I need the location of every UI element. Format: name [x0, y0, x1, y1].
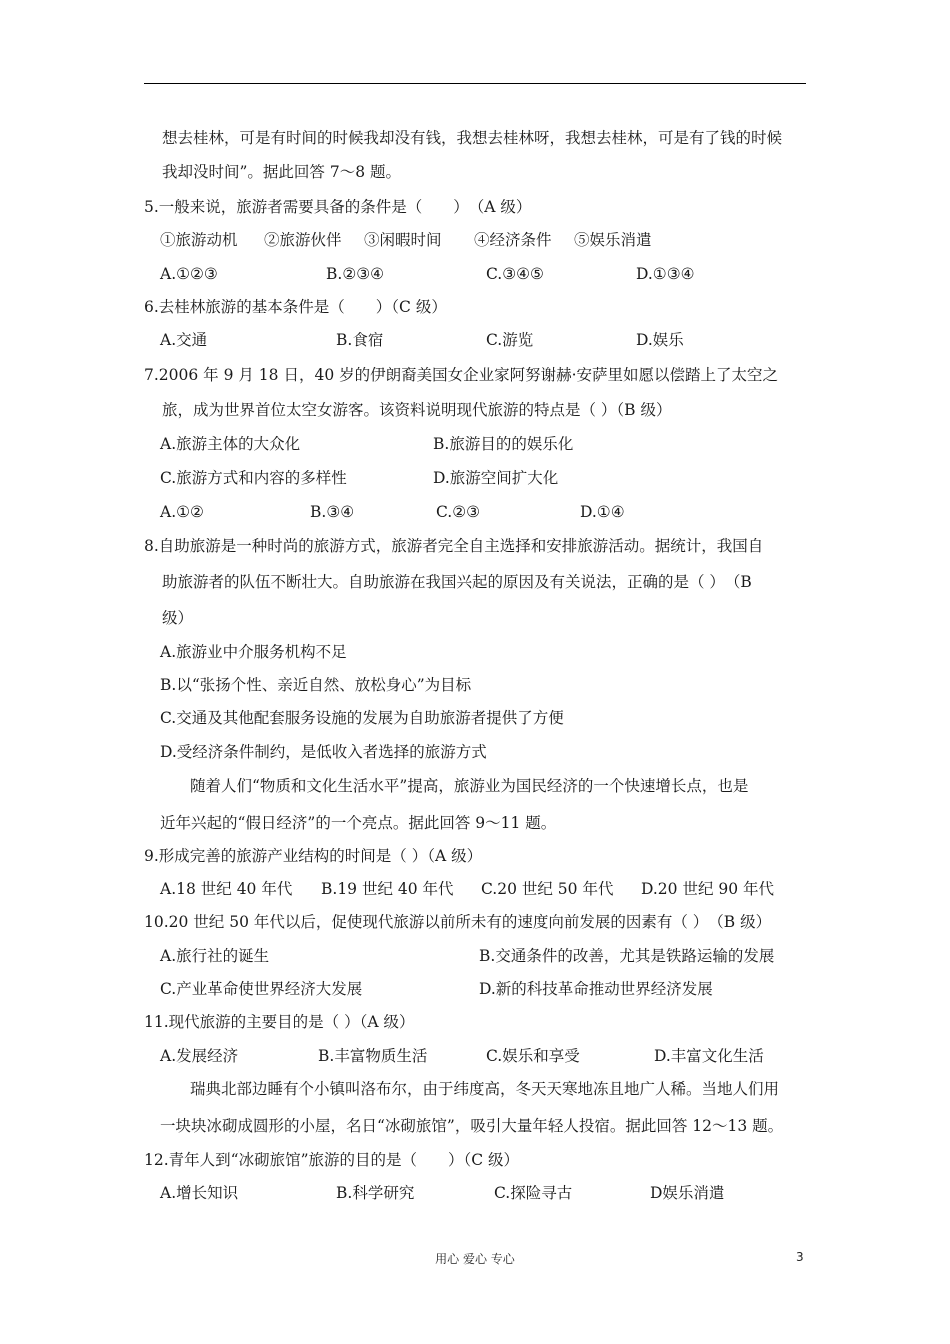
- option: B.交通条件的改善，尤其是铁路运输的发展: [479, 947, 775, 965]
- question-11-options: [160, 1046, 800, 1066]
- question-10-options: [160, 946, 820, 966]
- question-9-stem: 9.形成完善的旅游产业结构的时间是（ ）（A 级）: [144, 847, 483, 865]
- question-7-stem: 7.2006 年 9 月 18 日，40 岁的伊朗裔美国女企业家阿努谢赫·安萨里如愿以偿踏上了太空之: [144, 366, 779, 384]
- option: D.丰富文化生活: [654, 1047, 764, 1065]
- question-12-options: [160, 1183, 800, 1203]
- option: D.①④: [580, 503, 625, 521]
- question-5-options: [160, 264, 720, 284]
- option: C.娱乐和享受: [486, 1047, 580, 1065]
- option: C.探险寻古: [494, 1184, 573, 1202]
- choice: A.旅游主体的大众化: [160, 435, 301, 453]
- question-10-options: [160, 979, 820, 999]
- question-7-stem: 旅，成为世界首位太空女游客。该资料说明现代旅游的特点是（ ）（B 级）: [162, 401, 672, 419]
- option: B.科学研究: [336, 1184, 415, 1202]
- option: C.②③: [436, 503, 481, 521]
- option: C.产业革命使世界经济大发展: [160, 980, 363, 998]
- option: A.18 世纪 40 年代: [160, 880, 293, 898]
- q5-item: ③闲暇时间: [364, 231, 442, 249]
- question-10-stem: 10.20 世纪 50 年代以后，促使现代旅游以前所未有的速度向前发展的因素有（ ） （B 级）: [144, 913, 772, 931]
- question-5-items: [160, 230, 700, 250]
- page-number: 3: [796, 1250, 804, 1264]
- option: D.受经济条件制约，是低收入者选择的旅游方式: [160, 743, 487, 761]
- question-8-stem: 级）: [162, 609, 194, 627]
- option: C.③④⑤: [486, 265, 544, 283]
- question-8-stem: 8.自助旅游是一种时尚的旅游方式，旅游者完全自主选择和安排旅游活动。据统计，我国自: [144, 537, 764, 555]
- option: A.交通: [160, 331, 208, 349]
- option: A.发展经济: [160, 1047, 239, 1065]
- option: D.20 世纪 90 年代: [641, 880, 775, 898]
- option: A.旅游业中介服务机构不足: [160, 643, 347, 661]
- question-5-stem: 5.一般来说，旅游者需要具备的条件是（ ） （A 级）: [144, 198, 532, 216]
- option: D.新的科技革命推动世界经济发展: [479, 980, 713, 998]
- option: A.①②: [160, 503, 204, 521]
- question-7-choices: [160, 468, 720, 488]
- option: B.以“张扬个性、亲近自然、放松身心”为目标: [160, 676, 472, 694]
- option: B.食宿: [336, 331, 384, 349]
- question-11-stem: 11.现代旅游的主要目的是（ ）（A 级）: [144, 1013, 415, 1031]
- passage-line: 近年兴起的“假日经济”的一个亮点。据此回答 9～11 题。: [160, 814, 557, 832]
- q5-item: ④经济条件: [474, 231, 552, 249]
- passage-line: 我却没时间”。据此回答 7～8 题。: [162, 163, 402, 181]
- passage-line: 随着人们“物质和文化生活水平”提高，旅游业为国民经济的一个快速增长点，也是: [190, 777, 749, 795]
- question-6-options: [160, 330, 720, 350]
- option: A.①②③: [160, 265, 218, 283]
- q5-item: ②旅游伙伴: [264, 231, 342, 249]
- q5-item: ⑤娱乐消遣: [574, 231, 652, 249]
- question-9-options: [160, 879, 800, 899]
- header-rule: [144, 83, 806, 84]
- choice: D.旅游空间扩大化: [433, 469, 559, 487]
- passage-line: 瑞典北部边睡有个小镇叫洛布尔，由于纬度高，冬天天寒地冻且地广人稀。当地人们用: [190, 1080, 780, 1098]
- option: B.19 世纪 40 年代: [321, 880, 454, 898]
- option: C.游览: [486, 331, 534, 349]
- option: D.①③④: [636, 265, 695, 283]
- option: B.③④: [310, 503, 355, 521]
- option: A.增长知识: [160, 1184, 239, 1202]
- option: B.②③④: [326, 265, 385, 283]
- option: D.娱乐: [636, 331, 684, 349]
- footer-text: 用心 爱心 专心: [435, 1252, 515, 1266]
- option: C.20 世纪 50 年代: [481, 880, 614, 898]
- passage-line: 一块块冰砌成圆形的小屋，名日“冰砌旅馆”，吸引大量年轻人投宿。据此回答 12～13 题。: [160, 1117, 784, 1135]
- option: B.丰富物质生活: [318, 1047, 428, 1065]
- question-7-options: [160, 502, 720, 522]
- choice: B.旅游目的的娱乐化: [433, 435, 574, 453]
- option: D娱乐消遣: [650, 1184, 725, 1202]
- option: C.交通及其他配套服务设施的发展为自助旅游者提供了方便: [160, 709, 564, 727]
- passage-line: 想去桂林，可是有时间的时候我却没有钱，我想去桂林呀，我想去桂林，可是有了钱的时候: [162, 129, 783, 147]
- question-6-stem: 6.去桂林旅游的基本条件是（ ）（C 级）: [144, 298, 447, 316]
- question-8-stem: 助旅游者的队伍不断壮大。自助旅游在我国兴起的原因及有关说法，正确的是（ ） （B: [162, 573, 752, 591]
- question-12-stem: 12.青年人到“冰砌旅馆”旅游的目的是（ ）（C 级）: [144, 1151, 520, 1169]
- q5-item: ①旅游动机: [160, 231, 238, 249]
- question-7-choices: [160, 434, 720, 454]
- choice: C.旅游方式和内容的多样性: [160, 469, 347, 487]
- option: A.旅行社的诞生: [160, 947, 270, 965]
